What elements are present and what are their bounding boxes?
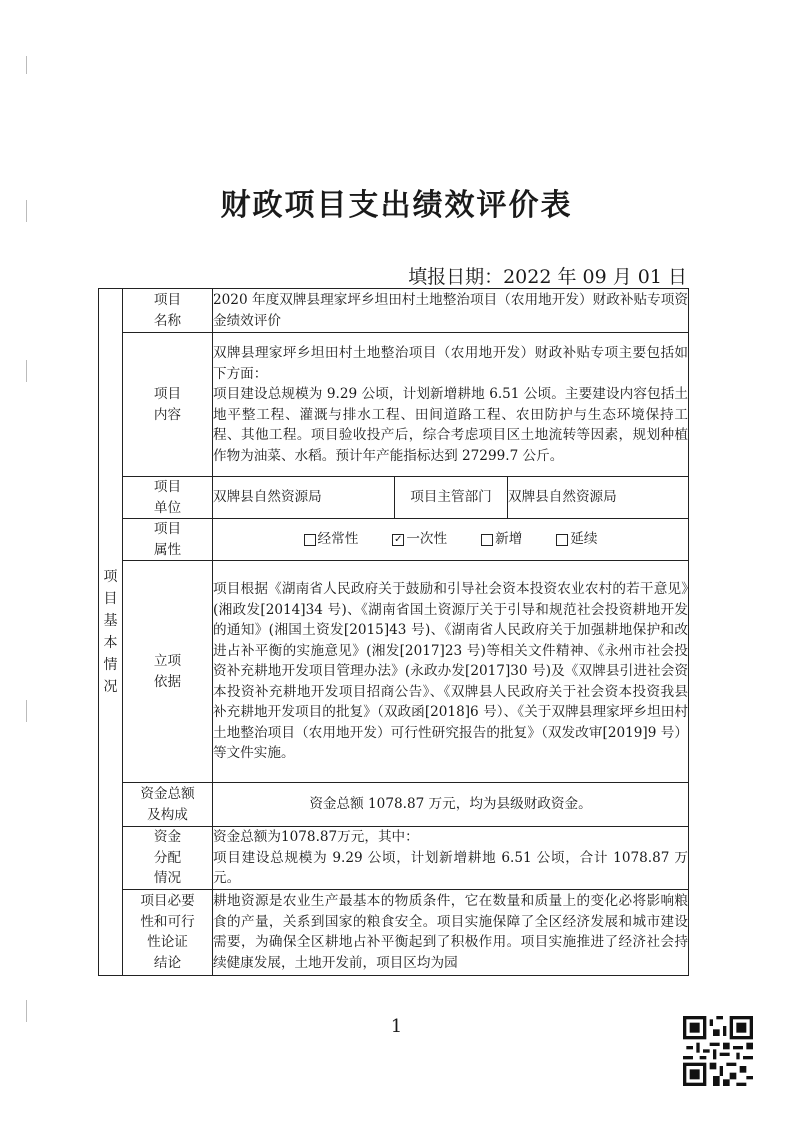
project-content-value: 双牌县理家坪乡坦田村土地整治项目（农用地开发）财政补贴专项主要包括如下方面： 项目建设总规模为 9.29 公顷，计划新增耕地 6.51 公顷。主要建设内容包括土地平整工程、灌溉与排水工程、田间道路工程、农田防护与生态环境保持工程、其他工程。项目验收投产后，综合考虑项目区土地流转等因素，规划种植作物为油菜、水稻。预计年产能指标达到 27299.7 公斤。 [213,333,689,477]
project-attribute-options [213,519,689,561]
table-row [99,519,689,561]
row-label-funds-total: 资金总额 及构成 [123,783,213,827]
basis-value: 项目根据《湖南省人民政府关于鼓励和引导社会资本投资农业农村的若干意见》(湘政发[2014]34 号)、《湖南省国土资源厅关于引导和规范社会投资耕地开发的通知》(湘国土资发[2015]43 号)、《湖南省人民政府关于加强耕地保护和改进占补平衡的实施意见》(湘发[2017]23 号)等相关文件精神、《永州市社会投资补充耕地开发项目管理办法》(永政办发[2017]30 号)及《双牌县引进社会资本投资补充耕地开发项目招商公告》、《双牌县人民政府关于社会资本投资我县补充耕地开发项目的批复》（双政函[2018]6 号）、《关于双牌县理家坪乡坦田村土地整治项目（农用地开发）可行性研究报告的批复》（双发改审[2019]9 号）等文件实施。 [213,561,689,783]
project-unit-value: 双牌县自然资源局 [213,477,395,519]
row-label-basis: 立项 依据 [123,561,213,783]
qr-code-icon [683,1016,753,1086]
row-label-project-unit: 项目 单位 [123,477,213,519]
funds-allocation-value: 资金总额为1078.87万元，其中： 项目建设总规模为 9.29 公顷，计划新增耕地 6.51 公顷，合计 1078.87 万元。 [213,827,689,890]
row-label-project-content: 项目 内容 [123,333,213,477]
page-number: 1 [390,1016,403,1037]
project-name-value: 2020 年度双牌县理家坪乡坦田村土地整治项目（农用地开发）财政补贴专项资金绩效评价 [213,289,689,333]
checkbox-checked-icon: ✓ [394,533,403,545]
funds-total-value: 资金总额 1078.87 万元，均为县级财政资金。 [213,783,689,827]
attribute-option[interactable]: 新增 [481,529,522,550]
row-label-project-attribute: 项目 属性 [123,519,213,561]
table-row [99,561,689,783]
row-label-project-name: 项目 名称 [123,289,213,333]
row-label-funds-allocation: 资金 分配 情况 [123,827,213,890]
necessity-value: 耕地资源是农业生产最基本的物质条件，它在数量和质量上的变化必将影响粮食的产量，关系到国家的粮食安全。项目实施保障了全区经济发展和城市建设需要，为确保全区耕地占补平衡起到了积极作用。项目实施推进了经济社会持续健康发展，土地开发前，项目区均为园 [213,889,689,975]
table-row [99,783,689,827]
fill-date: 填报日期：2022 年 09 月 01 日 [408,266,687,288]
row-label-necessity: 项目必要 性和可行 性论证 结论 [123,889,213,975]
attribute-option[interactable]: 延续 [556,529,597,550]
scan-edge-mark [26,700,27,722]
table-row [99,889,689,975]
scan-edge-mark [26,56,27,74]
dept-value: 双牌县自然资源局 [508,477,689,519]
attribute-option[interactable]: 经常性 [304,529,359,550]
table-row [99,827,689,890]
document-title: 财政项目支出绩效评价表 [220,188,573,223]
section-label: 项 目 基 本 情 况 [99,289,123,976]
evaluation-table [98,288,689,976]
table-row [99,333,689,477]
checkbox-icon [481,534,493,546]
table-row [99,477,689,519]
checkbox-icon [304,534,316,546]
checkbox-icon [556,534,568,546]
scan-edge-mark [26,360,27,382]
table-row [99,289,689,333]
attribute-option[interactable]: ✓ 一次性 [394,531,448,548]
dept-label: 项目主管部门 [395,477,508,519]
